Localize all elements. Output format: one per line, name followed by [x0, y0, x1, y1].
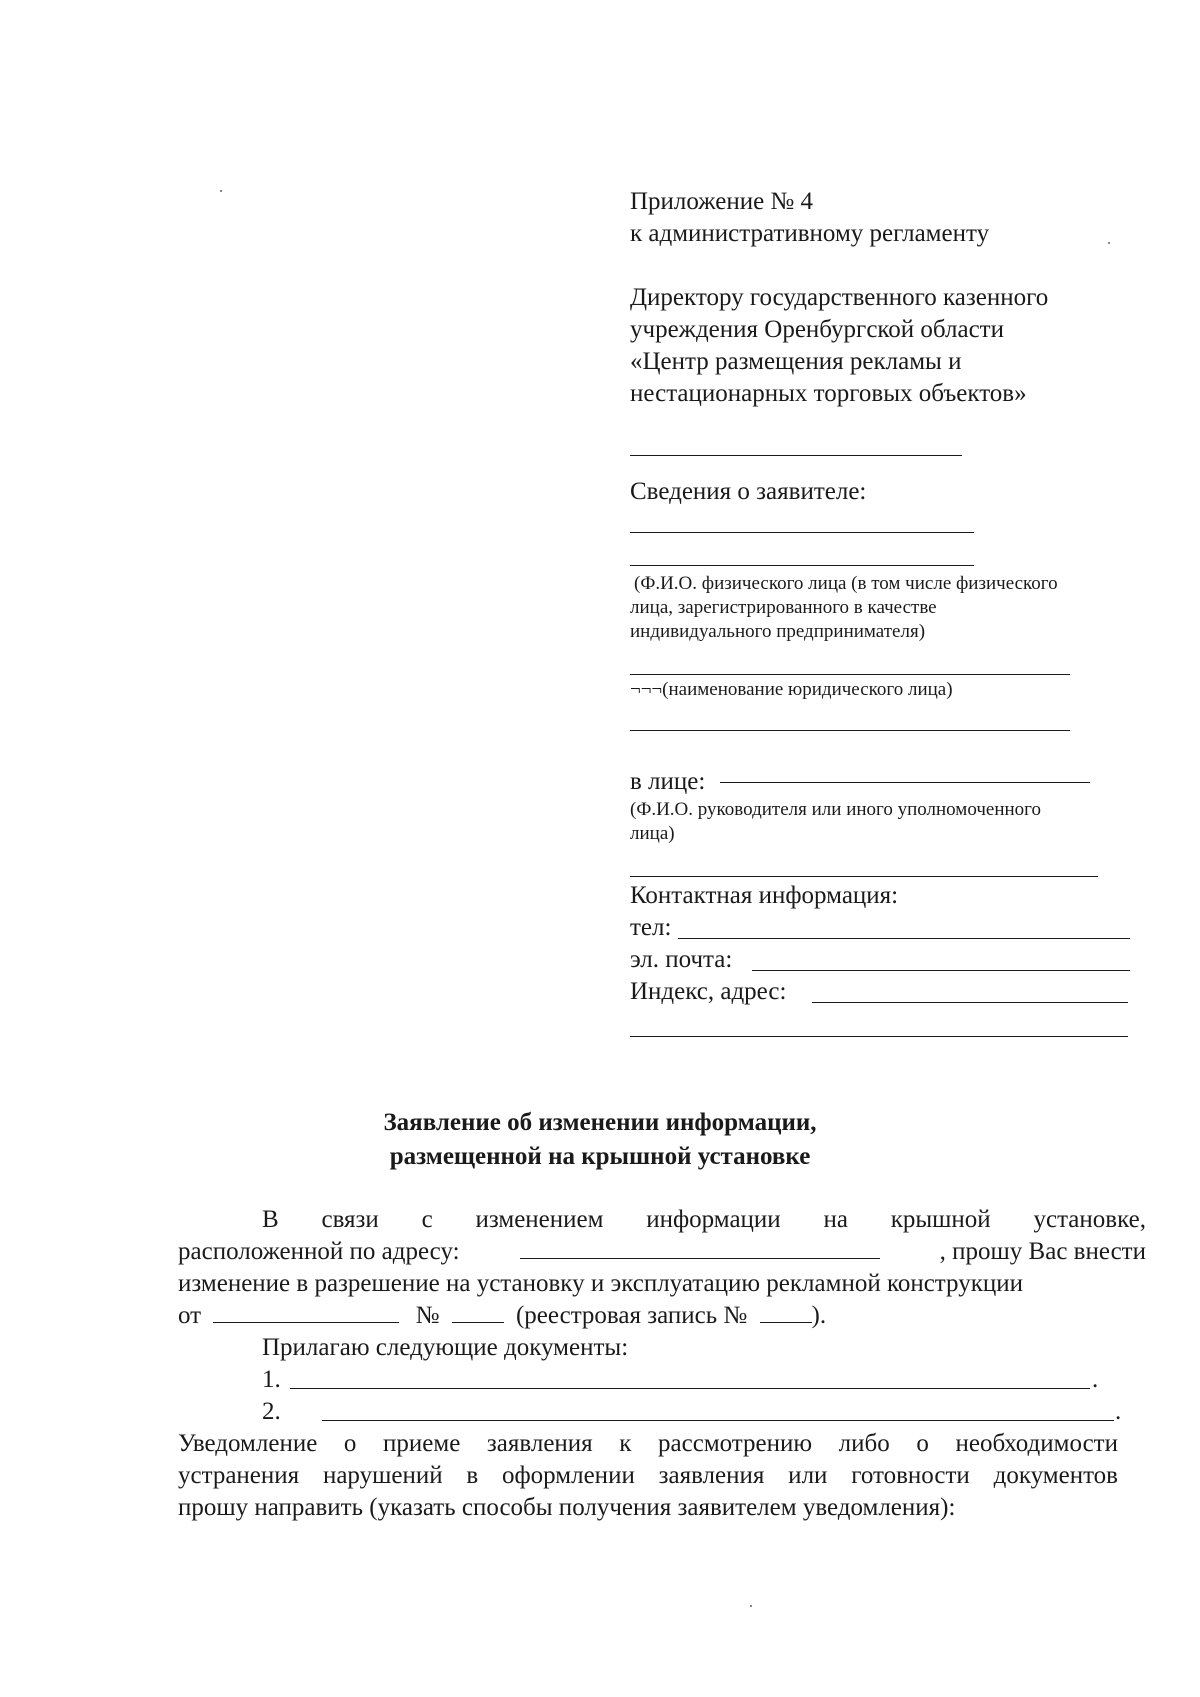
addressee-line: нестационарных торговых объектов» [630, 380, 1027, 407]
phone-blank-line [678, 938, 1130, 939]
word: на [823, 1206, 848, 1233]
attachment-blank-line [290, 1388, 1090, 1389]
date-blank [213, 1300, 399, 1323]
represented-by-label: в лице: [630, 768, 706, 795]
fio-note: индивидуального предпринимателя) [630, 621, 926, 642]
fio-note: лица, зарегистрированного в качестве [630, 597, 937, 618]
word: изменением [475, 1206, 604, 1233]
fio-note: (Ф.И.О. физического лица (в том числе физического [634, 573, 1058, 594]
address-lead-text: расположенной по адресу: [178, 1238, 460, 1265]
body-line-3: изменение в разрешение на установку и эксплуатацию рекламной конструкции [178, 1270, 1023, 1297]
word: информации [646, 1206, 781, 1233]
representative-blank-line [720, 782, 1090, 783]
word: крышной [890, 1206, 991, 1233]
word: установке, [1033, 1206, 1146, 1233]
attachments-heading: Прилагаю следующие документы: [262, 1334, 629, 1361]
word: с [421, 1206, 433, 1233]
word: В [262, 1206, 279, 1233]
word: связи [321, 1206, 379, 1233]
attachment-item-number: 2. [262, 1398, 281, 1425]
applicant-heading: Сведения о заявителе: [630, 478, 867, 505]
request-text: , прошу Вас внести [939, 1238, 1146, 1265]
appendix-number: Приложение № 4 [630, 188, 814, 215]
scan-speck [220, 190, 222, 192]
address-blank-line [630, 1036, 1128, 1037]
address-blank [520, 1236, 880, 1259]
document-title: Заявление об изменении информации, [383, 1109, 817, 1136]
legal-entity-blank-line [630, 674, 1070, 675]
body-line-1 [178, 1204, 1146, 1236]
addressee-line: «Центр размещения рекламы и [630, 348, 962, 375]
document-title: размещенной на крышной установке [389, 1143, 811, 1170]
representative-note: лица) [630, 823, 675, 844]
attachment-item-end: . [1115, 1398, 1122, 1425]
legal-note-text: (наименование юридического лица) [662, 679, 953, 700]
attachment-item-number: 1. [262, 1366, 281, 1393]
address-blank-line [812, 1002, 1128, 1003]
attachment-item-end: . [1092, 1366, 1099, 1393]
addressee-line: учреждения Оренбургской области [630, 316, 1004, 343]
registry-number-blank [760, 1300, 812, 1323]
scan-speck [750, 1605, 752, 1607]
body-line-4 [178, 1300, 1146, 1332]
number-blank [452, 1300, 504, 1323]
applicant-blank-line [630, 532, 974, 533]
registry-label: (реестровая запись № [515, 1302, 748, 1329]
name-blank-line [630, 455, 962, 456]
legal-entity-note [630, 678, 953, 702]
legal-note-prefix: ¬¬¬ [630, 679, 663, 700]
representative-blank-line [630, 876, 1098, 877]
email-blank-line [752, 970, 1130, 971]
applicant-blank-line [630, 565, 974, 566]
email-label: эл. почта: [630, 946, 733, 973]
body-line-2 [178, 1236, 1146, 1268]
line-end: ). [811, 1302, 827, 1329]
appendix-reference: к административному регламенту [630, 220, 990, 247]
representative-note: (Ф.И.О. руководителя или иного уполномоченного [630, 799, 1041, 820]
notice-line: прошу направить (указать способы получения заявителем уведомления): [178, 1494, 956, 1521]
number-sign: № [415, 1302, 440, 1329]
addressee-line: Директору государственного казенного [630, 284, 1049, 311]
notice-line: устранения нарушений в оформлении заявления или готовности документов [178, 1462, 1118, 1489]
attachment-blank-line [322, 1420, 1114, 1421]
notice-line: Уведомление о приеме заявления к рассмотрению либо о необходимости [178, 1430, 1118, 1457]
contacts-heading: Контактная информация: [630, 882, 899, 909]
from-label: от [178, 1302, 202, 1329]
phone-label: тел: [630, 914, 672, 941]
scan-speck [1108, 242, 1110, 244]
legal-entity-blank-line [630, 730, 1070, 731]
address-label: Индекс, адрес: [630, 978, 787, 1005]
